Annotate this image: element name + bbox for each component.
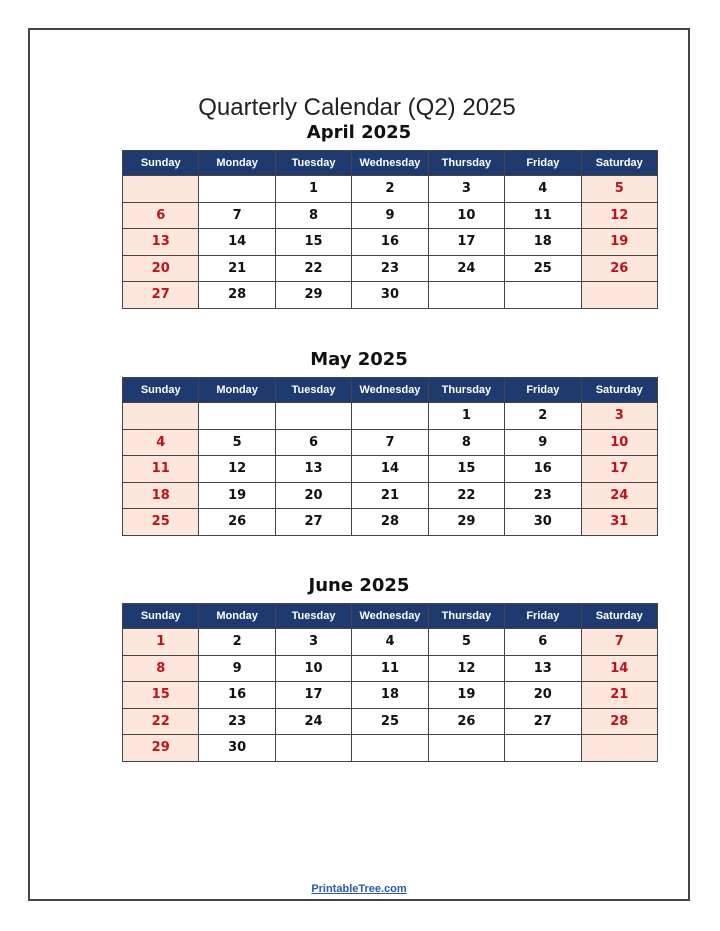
day-cell: 7 [199,202,275,229]
day-cell: 3 [275,629,351,656]
day-cell: 14 [581,655,657,682]
day-cell: 10 [581,429,657,456]
day-cell: 28 [581,708,657,735]
weekday-header: Sunday [123,151,199,176]
week-row [123,202,658,229]
empty-day-cell [275,403,351,430]
day-cell: 10 [275,655,351,682]
month-title-april: April 2025 [306,122,412,143]
empty-day-cell [275,735,351,762]
week-row [123,282,658,309]
day-cell: 22 [428,482,504,509]
day-cell: 12 [428,655,504,682]
weekday-header: Wednesday [352,604,428,629]
day-cell: 25 [123,509,199,536]
day-cell: 3 [581,403,657,430]
day-cell: 16 [505,456,581,483]
day-cell: 26 [199,509,275,536]
day-cell: 12 [581,202,657,229]
weekday-header: Saturday [581,378,657,403]
day-cell: 4 [352,629,428,656]
empty-day-cell [581,282,657,309]
day-cell: 9 [505,429,581,456]
week-row [123,456,658,483]
day-cell: 8 [275,202,351,229]
day-cell: 27 [505,708,581,735]
day-cell: 22 [275,255,351,282]
month-table-april [122,150,658,309]
day-cell: 9 [352,202,428,229]
day-cell: 14 [199,229,275,256]
day-cell: 25 [505,255,581,282]
day-cell: 15 [123,682,199,709]
day-cell: 6 [123,202,199,229]
week-row [123,403,658,430]
day-cell: 14 [352,456,428,483]
footer-link[interactable]: PrintableTree.com [311,883,407,895]
weekday-header: Thursday [428,151,504,176]
day-cell: 6 [275,429,351,456]
weekday-header: Friday [505,378,581,403]
day-cell: 23 [352,255,428,282]
day-cell: 4 [505,176,581,203]
empty-day-cell [199,176,275,203]
weekday-header: Saturday [581,151,657,176]
day-cell: 1 [123,629,199,656]
month-table-june [122,603,658,762]
day-cell: 21 [199,255,275,282]
day-cell: 11 [505,202,581,229]
day-cell: 21 [352,482,428,509]
week-row [123,255,658,282]
weekday-header: Sunday [123,604,199,629]
day-cell: 17 [581,456,657,483]
day-cell: 11 [123,456,199,483]
day-cell: 1 [275,176,351,203]
day-cell: 23 [505,482,581,509]
weekday-header: Friday [505,604,581,629]
day-cell: 2 [505,403,581,430]
day-cell: 8 [123,655,199,682]
week-row [123,682,658,709]
weekday-header: Tuesday [275,378,351,403]
day-cell: 7 [352,429,428,456]
day-cell: 30 [199,735,275,762]
day-cell: 24 [428,255,504,282]
day-cell: 26 [428,708,504,735]
empty-day-cell [505,735,581,762]
day-cell: 8 [428,429,504,456]
week-row [123,708,658,735]
day-cell: 28 [199,282,275,309]
empty-day-cell [581,735,657,762]
weekday-header: Saturday [581,604,657,629]
week-row [123,482,658,509]
day-cell: 12 [199,456,275,483]
empty-day-cell [505,282,581,309]
day-cell: 27 [123,282,199,309]
day-cell: 19 [199,482,275,509]
day-cell: 11 [352,655,428,682]
day-cell: 19 [428,682,504,709]
day-cell: 29 [275,282,351,309]
day-cell: 3 [428,176,504,203]
empty-day-cell [428,735,504,762]
day-cell: 20 [123,255,199,282]
day-cell: 24 [581,482,657,509]
day-cell: 18 [352,682,428,709]
day-cell: 27 [275,509,351,536]
day-cell: 16 [199,682,275,709]
week-row [123,176,658,203]
day-cell: 7 [581,629,657,656]
day-cell: 13 [275,456,351,483]
weekday-header-row [123,604,658,629]
day-cell: 29 [428,509,504,536]
day-cell: 15 [428,456,504,483]
day-cell: 18 [505,229,581,256]
day-cell: 5 [581,176,657,203]
day-cell: 20 [505,682,581,709]
weekday-header: Tuesday [275,604,351,629]
day-cell: 31 [581,509,657,536]
day-cell: 16 [352,229,428,256]
day-cell: 22 [123,708,199,735]
day-cell: 25 [352,708,428,735]
empty-day-cell [199,403,275,430]
week-row [123,429,658,456]
month-title-may: May 2025 [310,349,408,370]
empty-day-cell [123,403,199,430]
weekday-header: Thursday [428,604,504,629]
day-cell: 5 [428,629,504,656]
day-cell: 26 [581,255,657,282]
empty-day-cell [428,282,504,309]
page-title: Quarterly Calendar (Q2) 2025 [198,94,516,121]
weekday-header: Wednesday [352,151,428,176]
day-cell: 10 [428,202,504,229]
day-cell: 23 [199,708,275,735]
day-cell: 29 [123,735,199,762]
day-cell: 2 [352,176,428,203]
day-cell: 4 [123,429,199,456]
month-body [123,176,658,309]
day-cell: 1 [428,403,504,430]
week-row [123,509,658,536]
empty-day-cell [352,735,428,762]
day-cell: 17 [275,682,351,709]
day-cell: 30 [352,282,428,309]
month-table-may [122,377,658,536]
empty-day-cell [352,403,428,430]
day-cell: 20 [275,482,351,509]
weekday-header: Monday [199,604,275,629]
empty-day-cell [123,176,199,203]
day-cell: 2 [199,629,275,656]
weekday-header: Friday [505,151,581,176]
weekday-header: Tuesday [275,151,351,176]
day-cell: 9 [199,655,275,682]
day-cell: 30 [505,509,581,536]
month-body [123,629,658,762]
day-cell: 13 [123,229,199,256]
weekday-header: Wednesday [352,378,428,403]
week-row [123,655,658,682]
weekday-header: Monday [199,151,275,176]
calendar-page [28,28,690,901]
weekday-header: Sunday [123,378,199,403]
week-row [123,229,658,256]
day-cell: 24 [275,708,351,735]
day-cell: 6 [505,629,581,656]
month-title-june: June 2025 [308,575,410,596]
day-cell: 28 [352,509,428,536]
week-row [123,629,658,656]
day-cell: 5 [199,429,275,456]
day-cell: 13 [505,655,581,682]
weekday-header: Thursday [428,378,504,403]
weekday-header-row [123,151,658,176]
month-body [123,403,658,536]
day-cell: 19 [581,229,657,256]
day-cell: 15 [275,229,351,256]
day-cell: 17 [428,229,504,256]
weekday-header-row [123,378,658,403]
week-row [123,735,658,762]
weekday-header: Monday [199,378,275,403]
day-cell: 21 [581,682,657,709]
day-cell: 18 [123,482,199,509]
